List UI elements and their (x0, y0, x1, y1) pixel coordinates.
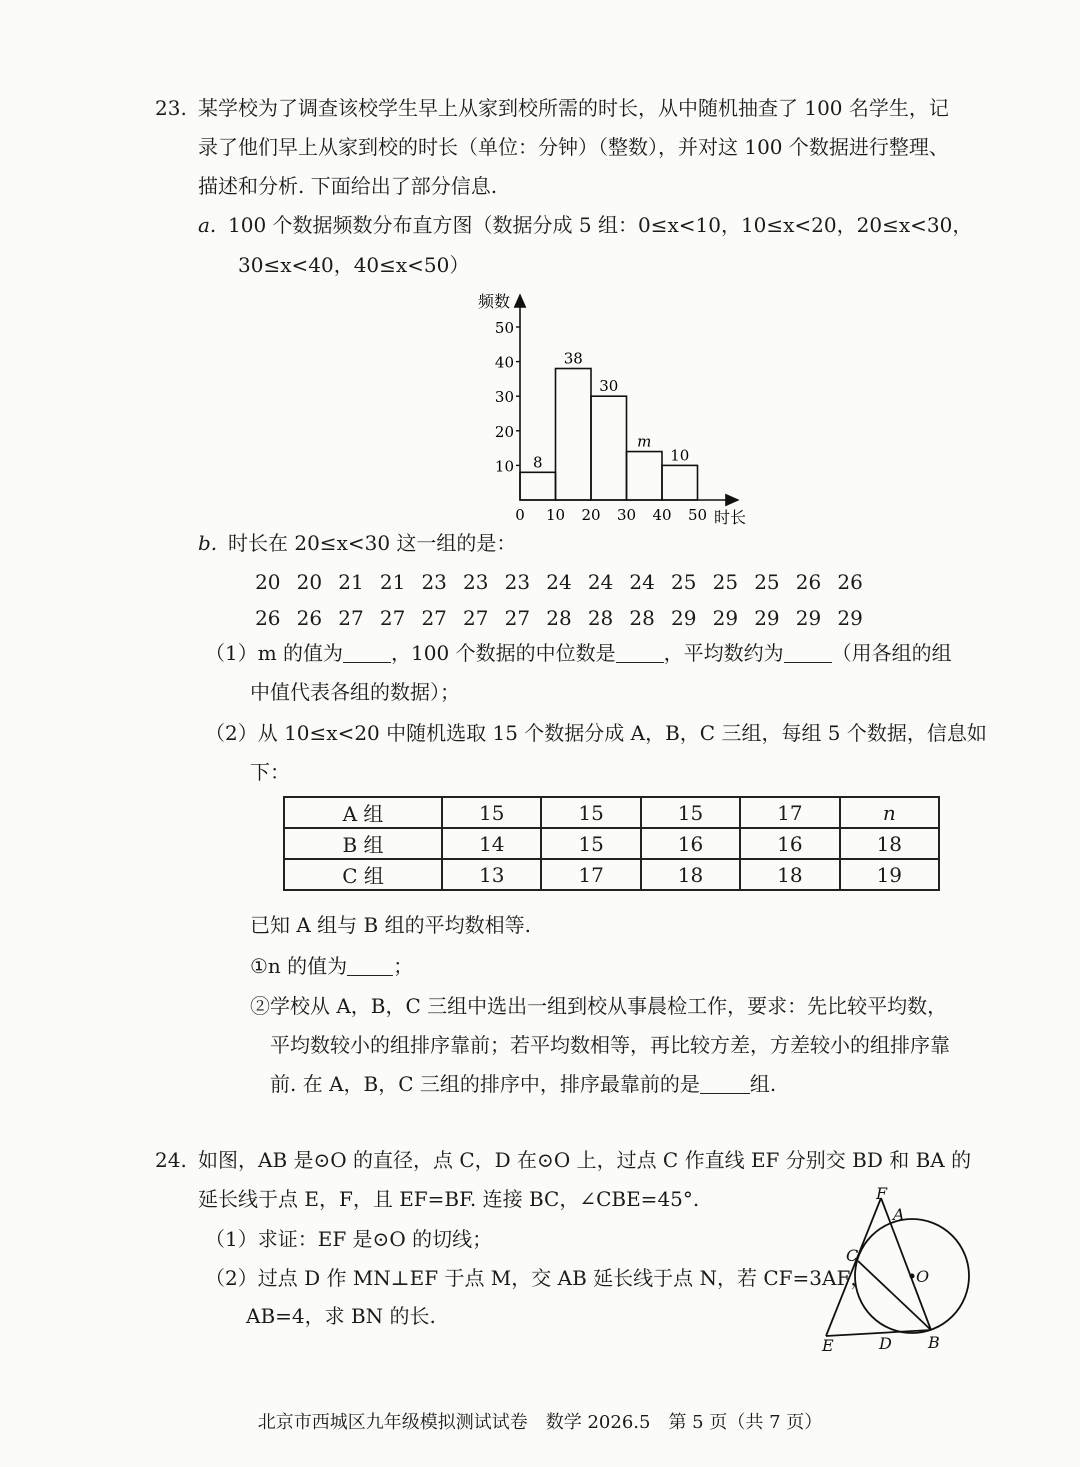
table-cell: n (840, 797, 939, 828)
y-tick-label: 10 (494, 457, 514, 476)
center-point (910, 1274, 915, 1279)
table-cell: C 组 (284, 859, 442, 890)
circ2-line1: ②学校从 A，B，C 三组中选出一组到校从事晨检工作，要求：先比较平均数， (250, 994, 948, 1018)
data-value: 26 (296, 606, 323, 630)
line-fb (881, 1198, 931, 1330)
data-row-1 (247, 570, 871, 594)
table-cell: B 组 (284, 828, 442, 859)
data-value: 21 (338, 570, 364, 594)
bar-data-label: 38 (563, 349, 583, 368)
x-tick-label: 0 (515, 506, 525, 524)
y-tick-label: 20 (494, 422, 514, 441)
table-cell: 13 (442, 859, 541, 890)
data-value: 23 (463, 570, 489, 594)
q24-number: 24. (155, 1148, 187, 1172)
bar-data-label: 8 (532, 453, 543, 472)
data-value: 29 (837, 606, 863, 630)
bar-data-label: 10 (670, 446, 690, 465)
blank-median[interactable] (616, 644, 664, 663)
y-tick-label: 50 (494, 319, 514, 337)
label-a: A (893, 1205, 905, 1224)
circ2-text-b: 组. (749, 1072, 777, 1096)
table-row (284, 859, 939, 890)
sub1-line1 (205, 643, 952, 663)
table-cell: 17 (541, 859, 640, 890)
data-value: 23 (421, 570, 447, 594)
page-footer: 北京市西城区九年级模拟测试试卷 数学 2026.5 第 5 页（共 7 页） (257, 1412, 823, 1433)
histogram-bar (520, 472, 556, 500)
q23-number: 23. (155, 96, 187, 120)
line-ef (826, 1198, 881, 1336)
data-value: 27 (421, 606, 447, 630)
data-value: 23 (504, 570, 531, 594)
circ1-text-b: ； (393, 954, 414, 978)
data-value: 27 (379, 606, 406, 630)
q24-sub2-line1: （2）过点 D 作 MN⊥EF 于点 M，交 AB 延长线于点 N，若 CF=3AF， (205, 1266, 871, 1290)
data-value: 20 (255, 570, 281, 594)
q23-stem-line3: 描述和分析. 下面给出了部分信息. (198, 174, 498, 198)
data-value: 20 (296, 570, 323, 594)
bar-data-label: m (637, 432, 652, 451)
q24-stem-line2: 延长线于点 E，F，且 EF=BF. 连接 BC，∠CBE=45°. (198, 1187, 700, 1211)
q24-stem-line1: 如图，AB 是⊙O 的直径，点 C，D 在⊙O 上，过点 C 作直线 EF 分别交 BD 和 BA 的 (198, 1148, 972, 1172)
table-cell: A 组 (284, 797, 442, 828)
q23-stem-line1: 某学校为了调查该校学生早上从家到校所需的时长，从中随机抽查了 100 名学生，记 (198, 96, 949, 120)
data-value: 29 (754, 606, 780, 630)
table-row (284, 828, 939, 859)
table-row (284, 797, 939, 828)
q24-sub1: （1）求证：EF 是⊙O 的切线； (205, 1227, 493, 1251)
table-cell: 14 (442, 828, 541, 859)
x-tick-label: 30 (616, 506, 637, 524)
circ2-line2: 平均数较小的组排序靠前；若平均数相等，再比较方差，方差较小的组排序靠 (270, 1033, 950, 1057)
data-value: 29 (795, 606, 822, 630)
histogram-bar (556, 369, 592, 500)
part-b-text: 时长在 20≤x<30 这一组的是： (228, 531, 517, 555)
data-value: 29 (671, 606, 697, 630)
table-cell: 19 (840, 859, 939, 890)
sub2-line1: （2）从 10≤x<20 中随机选取 15 个数据分成 A，B，C 三组，每组 5 个数据，信息如 (205, 721, 987, 745)
data-value: 29 (712, 606, 739, 630)
known-text: 已知 A 组与 B 组的平均数相等. (250, 913, 531, 937)
x-tick-label: 20 (581, 506, 601, 524)
data-value: 28 (546, 606, 572, 630)
table-cell: 15 (541, 828, 640, 859)
histogram-bar (662, 465, 698, 500)
q23-stem-line2: 录了他们早上从家到校的时长（单位：分钟）（整数），并对这 100 个数据进行整理、 (198, 135, 949, 159)
circ1-text-a: ①n 的值为 (250, 954, 348, 978)
sub1-text-b: ，100 个数据的中位数是 (391, 641, 616, 665)
data-value: 28 (587, 606, 614, 630)
circ2-line3 (270, 1074, 776, 1094)
data-value: 25 (754, 570, 780, 594)
table-cell: 18 (641, 859, 740, 890)
table-cell: 16 (740, 828, 839, 859)
data-value: 25 (712, 570, 739, 594)
q24-sub2-line2: AB=4，求 BN 的长. (246, 1304, 436, 1328)
data-value: 24 (546, 570, 572, 594)
sub1-text-d: （用各组的组 (831, 641, 952, 665)
label-b: B (928, 1333, 940, 1352)
blank-mean[interactable] (784, 644, 832, 663)
part-a-marker: a. (198, 213, 217, 237)
table-cell: 15 (541, 797, 640, 828)
part-a-line2: 30≤x<40，40≤x<50） (238, 253, 470, 277)
x-tick-label: 40 (652, 506, 672, 524)
data-value: 27 (338, 606, 364, 630)
x-tick-label: 50 (687, 506, 708, 524)
data-value: 28 (629, 606, 655, 630)
part-a-line1: 100 个数据频数分布直方图（数据分成 5 组：0≤x<10，10≤x<20，20≤x<30， (228, 213, 973, 237)
y-tick-label: 40 (494, 353, 514, 372)
table-cell: 18 (740, 859, 839, 890)
data-value: 26 (255, 606, 281, 630)
data-value: 24 (629, 570, 655, 594)
label-f: F (876, 1185, 888, 1203)
geometry-figure (810, 1185, 990, 1355)
data-row-2 (247, 606, 871, 630)
data-value: 25 (671, 570, 697, 594)
sub1-line2: 中值代表各组的数据）； (250, 680, 460, 704)
groups-table (283, 796, 940, 891)
label-c: C (846, 1246, 859, 1265)
data-value: 21 (379, 570, 406, 594)
table-cell: 18 (840, 828, 939, 859)
sub1-text-a: （1）m 的值为 (205, 641, 344, 665)
circ1-line (250, 956, 413, 976)
table-cell: 17 (740, 797, 839, 828)
part-b-marker: b. (198, 531, 218, 555)
data-value: 27 (463, 606, 489, 630)
sub1-text-c: ，平均数约为 (663, 641, 784, 665)
data-value: 27 (504, 606, 531, 630)
y-axis-title: 频数 (478, 292, 511, 311)
blank-group[interactable] (700, 1075, 750, 1094)
x-tick-label: 10 (545, 506, 566, 524)
table-cell: 16 (641, 828, 740, 859)
histogram-bar (591, 396, 627, 500)
y-tick-label: 30 (494, 388, 514, 407)
label-e: E (822, 1336, 834, 1355)
data-value: 26 (795, 570, 822, 594)
table-cell: 15 (641, 797, 740, 828)
label-o: O (916, 1267, 930, 1286)
histogram-bar (627, 452, 663, 500)
blank-m[interactable] (343, 644, 391, 663)
label-d: D (879, 1334, 892, 1353)
histogram-chart (460, 285, 760, 535)
sub2-line2: 下： (250, 760, 290, 784)
bar-data-label: 30 (599, 377, 619, 396)
table-cell: 15 (442, 797, 541, 828)
data-value: 26 (837, 570, 863, 594)
data-value: 24 (587, 570, 614, 594)
blank-n[interactable] (347, 957, 393, 976)
x-axis-title: 时长 (714, 508, 747, 527)
circ2-text-a: 前. 在 A，B，C 三组的排序中，排序最靠前的是 (270, 1072, 700, 1096)
